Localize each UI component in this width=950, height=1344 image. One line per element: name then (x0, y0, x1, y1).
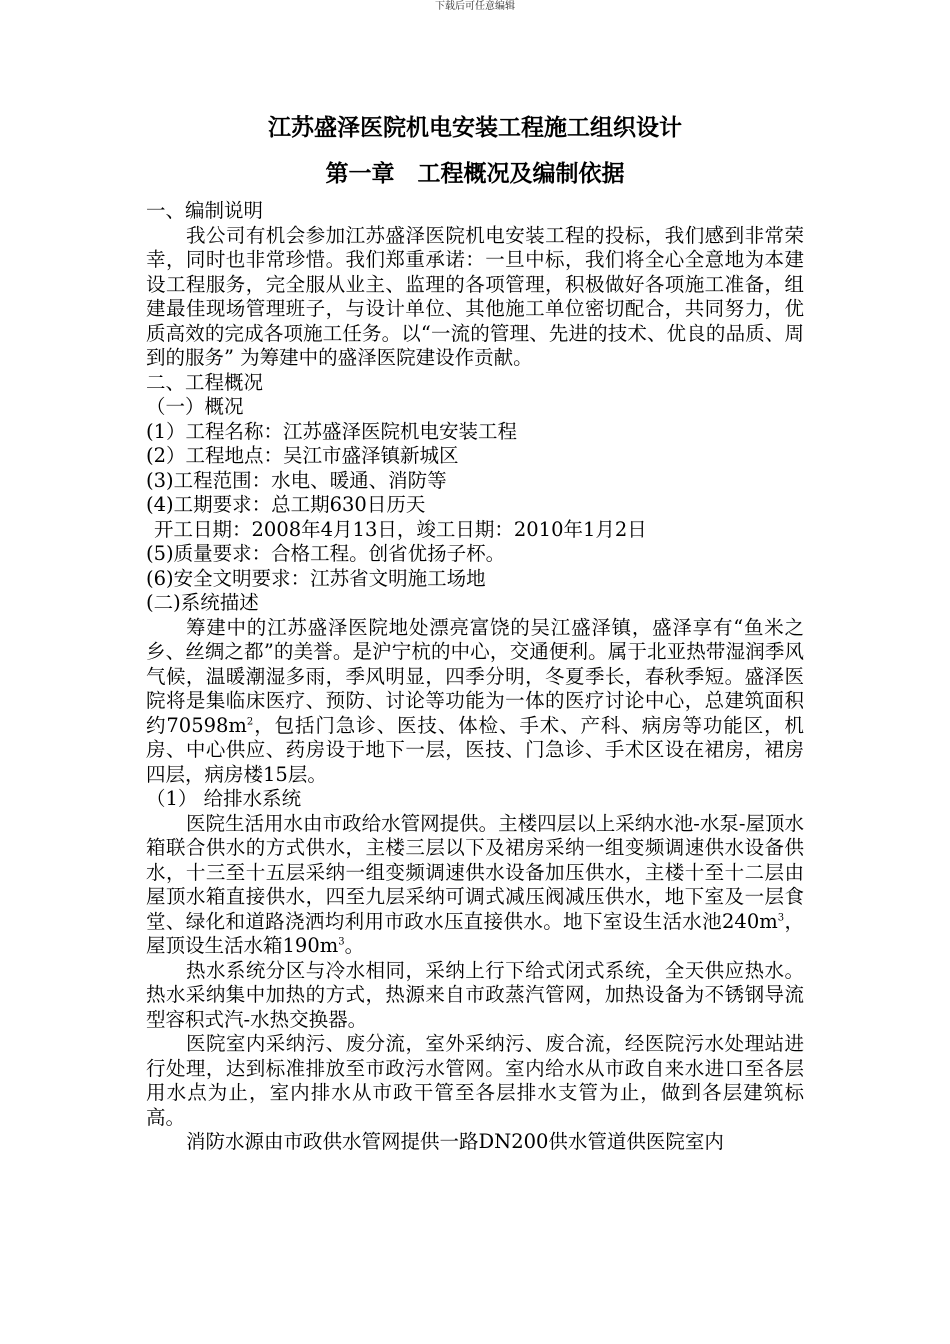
water-text-b: ，屋顶设生活水箱190m (146, 909, 804, 957)
subsection-heading-system-description: (二)系统描述 (146, 591, 259, 614)
water-text-c: 。 (344, 934, 365, 957)
water-text-a: 医院生活用水由市政给水管网提供。主楼四层以上采纳水池-水泵-屋顶水箱联合供水的方式供水，主楼三层以下及裙房采纳一组变频调速供水设备供水，十三至十五层采纳一组变频调速供水设备加压供水，主楼十至十二层由屋顶水箱直接供水，四至九层采纳可调式减压阀减压供水，地下室及一层食堂、绿化和道路浇洒均利用市政水压直接供水。地下室设生活水池240m (146, 811, 804, 933)
overview-item-name: (1）工程名称：江苏盛泽医院机电安装工程 (146, 419, 518, 443)
page-header-note: 下载后可任意编辑 (435, 1, 515, 12)
paragraph-drainage: 医院室内采纳污、废分流，室外采纳污、废合流，经医院污水处理站进行处理，达到标准排放至市政污水管网。室内给水从市政自来水进口至各层用水点为止，室内排水从市政干管至各层排水支管为止，做到各层建筑标高。 (146, 1032, 804, 1129)
paragraph-water-supply (146, 812, 804, 959)
overview-item-quality: (5)质量要求：合格工程。创省优扬子杯。 (146, 542, 506, 565)
paragraph-system-description (146, 616, 804, 788)
superscript-cubic-b: 3 (338, 936, 345, 948)
overview-item-scope: (3)工程范围：水电、暖通、消防等 (146, 468, 447, 492)
overview-item-location: (2）工程地点：吴江市盛泽镇新城区 (146, 444, 459, 467)
document-body (146, 199, 804, 1155)
superscript-square: 2 (246, 716, 254, 727)
section-heading-project-overview: 二、工程概况 (146, 370, 264, 394)
overview-item-duration: (4)工期要求：总工期630日历天 (146, 493, 426, 516)
chapter-title: 第一章 工程概况及编制依据 (325, 161, 625, 187)
subsection-heading-overview: （一）概况 (146, 395, 244, 418)
section-heading-compile-notes: 一、编制说明 (146, 199, 264, 222)
overview-item-dates: 开工日期：2008年4月13日，竣工日期：2010年1月2日 (154, 517, 647, 541)
paragraph-hot-water: 热水系统分区与冷水相同，采纳上行下给式闭式系统，全天供应热水。热水采纳集中加热的方式，热源来自市政蒸汽管网，加热设备为不锈钢导流型容积式汽-水热交换器。 (146, 958, 804, 1031)
document-title: 江苏盛泽医院机电安装工程施工组织设计 (268, 115, 682, 141)
superscript-cubic-a: 3 (777, 912, 785, 923)
subsection-heading-water-system: （1） 给排水系统 (146, 787, 302, 810)
desc-text-a: 筹建中的江苏盛泽医院地处漂亮富饶的吴江盛泽镇，盛泽享有“鱼米之乡、丝绸之都”的美誉。是沪宁杭的中心，交通便利。属于北亚热带湿润季风气候，温暖潮湿多雨，季风明显，四季分明，冬夏季长，春秋季短。盛泽医院将是集临床医疗、预防、讨论等功能为一体的医疗讨论中心，总建筑面积约70598m (146, 615, 804, 737)
paragraph-compile-notes: 我公司有机会参加江苏盛泽医院机电安装工程的投标，我们感到非常荣幸，同时也非常珍惜。我们郑重承诺：一旦中标，我们将全心全意地为本建设工程服务，完全服从业主、监理的各项管理，积极做好各项施工准备，组建最佳现场管理班子，与设计单位、其他施工单位密切配合，共同努力，优质高效的完成各项施工任务。以“一流的管理、先进的技术、优良的品质、周到的服务” 为筹建中的盛泽医院建设作贡献。 (146, 223, 804, 369)
desc-text-b: ，包括门急诊、医技、体检、手术、产科、病房等功能区，机房、中心供应、药房设于地下一层，医技、门急诊、手术区设在裙房，裙房四层，病房楼15层。 (146, 713, 804, 786)
paragraph-fire-water: 消防水源由市政供水管网提供一路DN200供水管道供医院室内 (186, 1130, 724, 1153)
overview-item-safety: (6)安全文明要求：江苏省文明施工场地 (146, 566, 486, 590)
